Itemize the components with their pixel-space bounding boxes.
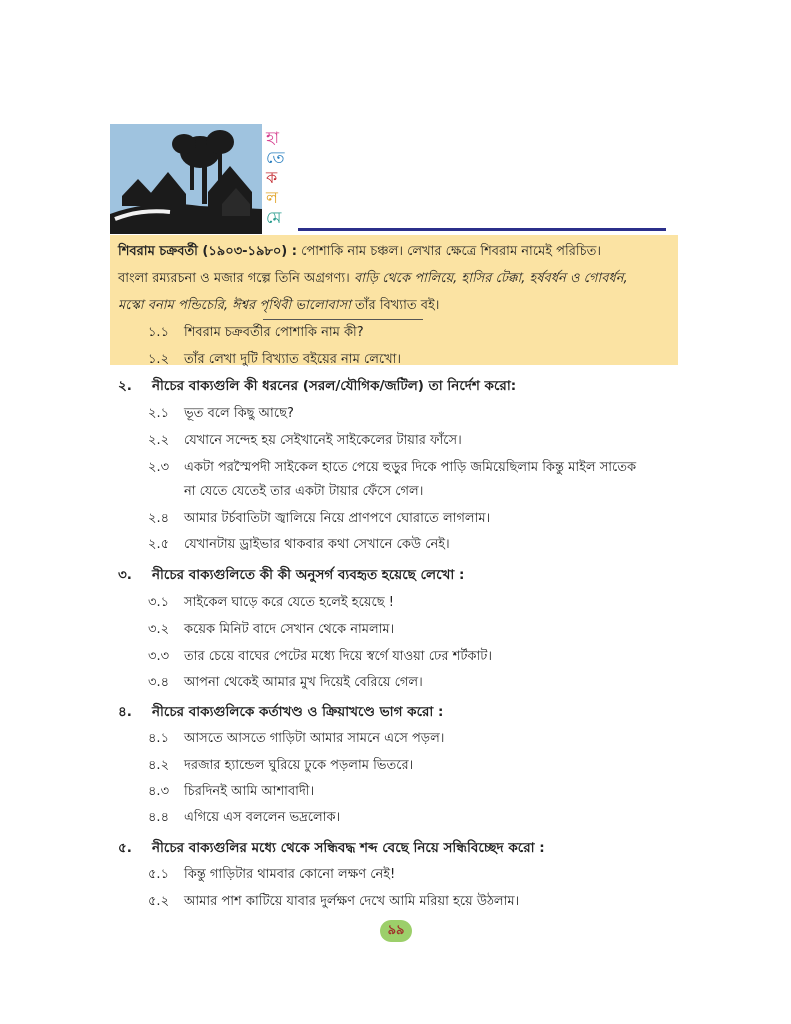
question-text: কিন্তু গাড়িটার থামবার কোনো লক্ষণ নেই! — [184, 867, 396, 882]
section-num: ২. — [118, 378, 132, 394]
question-text: আসতে আসতে গাড়িটা আমার সামনে এসে পড়ল। — [184, 731, 445, 746]
question-text: আমার পাশ কাটিয়ে যাবার দুর্লক্ষণ দেখে আমি মরিয়া হয়ে উঠলাম। — [184, 894, 520, 909]
bio-books-underline — [263, 319, 423, 320]
question-text: যেখানটায় ড্রাইভার থাকবার কথা সেখানে কেউ নেই। — [184, 537, 450, 552]
section-heading-text: নীচের বাক্যগুলি কী ধরনের (সরল/যৌগিক/জটিল) তা নির্দেশ করো: — [152, 378, 517, 394]
bio-text — [118, 238, 674, 373]
question-text: যেখানে সন্দেহ হয় সেইখানেই সাইকেলের টায়ার ফাঁসে। — [184, 433, 462, 448]
section-heading — [118, 375, 516, 398]
bio-question-num: ১.১ — [148, 325, 170, 340]
question-item — [148, 647, 492, 668]
question-num: ২.১ — [148, 406, 170, 421]
bio-question-2 — [118, 346, 674, 373]
bio-question-1 — [118, 319, 674, 346]
title-char-2: তে — [266, 148, 285, 167]
page-number: ৯৯ — [380, 920, 412, 942]
question-item — [148, 673, 423, 694]
section-heading-text: নীচের বাক্যগুলিতে কী কী অনুসর্গ ব্যবহৃত হয়েছে লেখো : — [152, 567, 465, 583]
question-item — [148, 892, 519, 913]
question-item — [148, 782, 314, 803]
bio-question-text: তাঁর লেখা দুটি বিখ্যাত বইয়ের নাম লেখো। — [184, 352, 402, 367]
question-text: আপনা থেকেই আমার মুখ দিয়েই বেরিয়ে গেল। — [184, 675, 423, 690]
question-text: আমার টর্চবাতিটা জ্বালিয়ে নিয়ে প্রাণপণে ঘোরাতে লাগলাম। — [184, 511, 491, 526]
bio-line-1 — [118, 238, 674, 265]
title-char-3: ক — [266, 168, 278, 187]
bio-text-1: পোশাকি নাম চঞ্চল। লেখার ক্ষেত্রে শিবরাম নামেই পরিচিত। — [296, 244, 601, 259]
question-text: সাইকেল ঘাড়ে করে যেতে হলেই হয়েছে ! — [184, 595, 394, 610]
question-text: দরজার হ্যান্ডেল ঘুরিয়ে ঢুকে পড়লাম ভিতরে। — [184, 758, 414, 773]
question-text: চিরদিনই আমি আশাবাদী। — [184, 784, 315, 799]
question-num: ৩.৪ — [148, 675, 170, 690]
header-illustration — [110, 124, 262, 234]
section-heading — [118, 837, 545, 860]
question-num: ২.৪ — [148, 511, 170, 526]
question-item — [148, 458, 636, 479]
bio-books-1: বাড়ি থেকে পালিয়ে, হাসির টেক্কা, হর্ষবর্ধন ও গোবর্ধন, — [353, 271, 628, 286]
question-num: ২.২ — [148, 433, 170, 448]
question-text: এগিয়ে এস বললেন ভদ্রলোক। — [184, 810, 341, 825]
question-text: ভূত বলে কিছু আছে? — [184, 406, 294, 421]
village-silhouette-image — [110, 124, 262, 234]
question-num: ৩.১ — [148, 595, 170, 610]
title-char-1: হা — [266, 128, 280, 147]
question-num: ৩.৩ — [148, 649, 170, 664]
question-item — [148, 535, 450, 556]
question-text: কয়েক মিনিট বাদে সেখান থেকে নামলাম। — [184, 622, 395, 637]
bio-line-2 — [118, 265, 674, 292]
question-num: ৫.১ — [148, 867, 170, 882]
question-num: ৪.১ — [148, 731, 170, 746]
question-num: ২.৩ — [148, 460, 170, 475]
question-num: ৪.২ — [148, 758, 170, 773]
question-item — [148, 729, 444, 750]
bio-books-2: মস্কো বনাম পন্ডিচেরি, ঈশ্বর পৃথিবী ভালোবাসা — [118, 298, 351, 313]
question-num: ৩.২ — [148, 622, 170, 637]
bio-text-3: তাঁর বিখ্যাত বই। — [350, 298, 440, 313]
question-num: ৪.৪ — [148, 810, 170, 825]
question-item — [148, 808, 340, 829]
question-num: ৪.৩ — [148, 784, 170, 799]
question-item-continuation: না যেতে যেতেই তার একটা টায়ার ফেঁসে গেল। — [184, 484, 424, 499]
question-item — [148, 593, 394, 614]
question-item — [148, 431, 462, 452]
title-char-4: ল — [266, 188, 278, 207]
question-item — [148, 509, 490, 530]
section-num: ৩. — [118, 567, 132, 583]
question-text: একটা পরস্মৈপদী সাইকেল হাতে পেয়ে হুড়ুর দিকে পাড়ি জমিয়েছিলাম কিন্তু মাইল সাতেক — [184, 460, 637, 475]
question-text: তার চেয়ে বাঘের পেটের মধ্যে দিয়ে স্বর্গে যাওয়া ঢের শর্টকাট। — [184, 649, 492, 664]
title-char-5: মে — [266, 208, 282, 227]
bio-question-num: ১.২ — [148, 352, 170, 367]
bio-text-2: বাংলা রম্যরচনা ও মজার গল্পে তিনি অগ্রগণ্য। — [118, 271, 354, 286]
bio-question-text: শিবরাম চক্রবর্তীর পোশাকি নাম কী? — [184, 325, 364, 340]
vertical-title — [266, 128, 290, 228]
section-heading — [118, 701, 443, 724]
question-num: ২.৫ — [148, 537, 170, 552]
question-item — [148, 865, 395, 886]
header-rule — [298, 228, 666, 231]
section-num: ৫. — [118, 840, 132, 856]
question-item — [148, 756, 413, 777]
question-item — [148, 620, 394, 641]
bio-author-name: শিবরাম চক্রবর্তী (১৯০৩-১৯৮০) : — [118, 244, 297, 259]
section-heading-text: নীচের বাক্যগুলিকে কর্তাখণ্ড ও ক্রিয়াখণ্ডে ভাগ করো : — [152, 704, 444, 720]
question-item — [148, 404, 294, 425]
bio-line-3 — [118, 292, 674, 319]
section-heading-text: নীচের বাক্যগুলির মধ্যে থেকে সন্ধিবদ্ধ শব্দ বেছে নিয়ে সন্ধিবিচ্ছেদ করো : — [152, 840, 545, 856]
section-heading — [118, 564, 464, 587]
question-num: ৫.২ — [148, 894, 170, 909]
section-num: ৪. — [118, 704, 132, 720]
